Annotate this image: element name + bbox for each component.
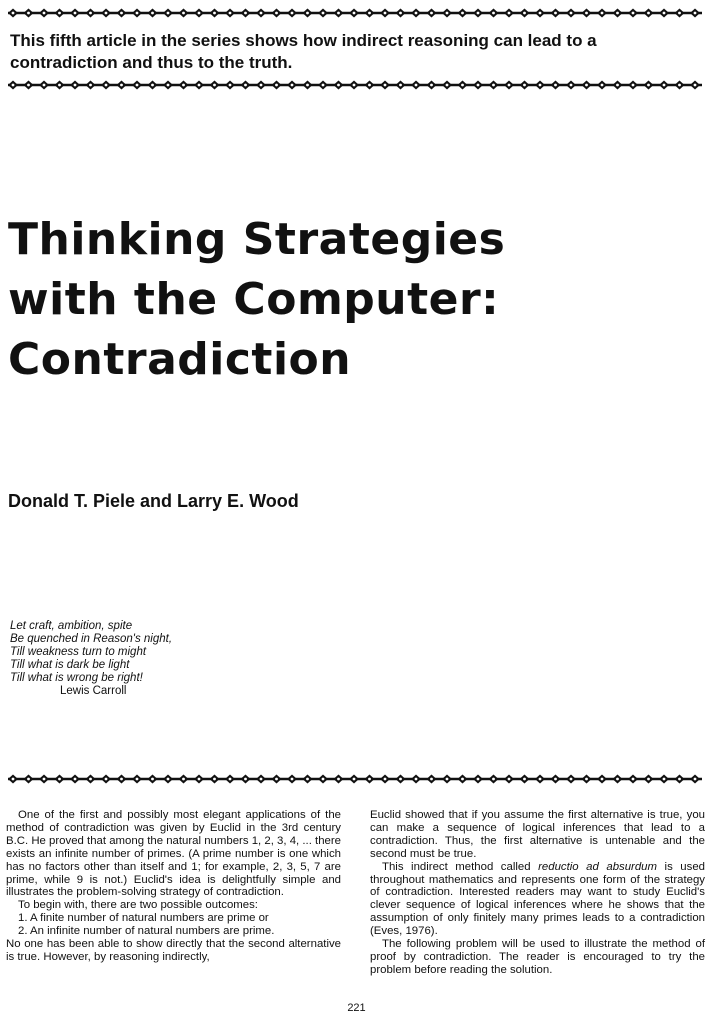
body-paragraph: The following problem will be used to illustrate the method of proof by contradiction. The reader is encouraged to try the problem before reading the solution.	[370, 938, 705, 976]
epigraph-line-2: Be quenched in Reason's night,	[10, 633, 173, 645]
body-paragraph: To begin with, there are two possible outcomes:	[18, 899, 258, 912]
body-paragraph: One of the first and possibly most elegant applications of the method of contradiction was given by Euclid in the 3rd century B.C. He proved that among the natural numbers 1, 2, 3, 4, ... there exists an infinite number of primes. (A prime number is one which has no factors other than itself and 1; for example, 2, 3, 5, 7 are prime, while 9 is not.) Euclid's idea is delightfully simple and illustrates the problem-solving strategy of contradiction.	[6, 809, 341, 899]
list-item: 1. A finite number of natural numbers are prime or	[18, 912, 269, 925]
article-deck: This fifth article in the series shows how indirect reasoning can lead to a contradiction and thus to the truth.	[10, 31, 597, 72]
decorative-rule-middle	[8, 78, 702, 92]
body-column-right	[370, 809, 705, 977]
epigraph-line-5: Till what is wrong be right!	[10, 672, 143, 684]
epigraph-line-1: Let craft, ambition, spite	[10, 620, 133, 632]
body-paragraph: This indirect method called reductio ad absurdum is used throughout mathematics and represents one form of the strategy of contradiction. Interested readers may want to study Euclid's clever sequence of logical inferences where he shows that the assumption of only finitely many primes leads to a contradiction (Eves, 1976).	[370, 860, 705, 938]
title-line-1: Thinking Strategies	[8, 214, 506, 265]
epigraph-attribution: Lewis Carroll	[60, 685, 127, 697]
decorative-rule-top	[8, 6, 702, 20]
title-line-2: with the Computer:	[8, 274, 500, 325]
epigraph-line-4: Till what is dark be light	[10, 659, 130, 671]
diamond-chain-icon	[8, 772, 702, 786]
body-paragraph: Euclid showed that if you assume the first alternative is true, you can make a sequence of logical inferences that lead to a contradiction. Thus, the first alternative is untenable and the second must be true.	[370, 809, 705, 860]
list-item: 2. An infinite number of natural numbers are prime.	[18, 925, 275, 938]
title-line-3: Contradiction	[8, 334, 352, 385]
epigraph-line-3: Till weakness turn to might	[10, 646, 147, 658]
epigraph	[10, 620, 172, 698]
diamond-chain-icon	[8, 78, 702, 92]
decorative-rule-bottom	[8, 772, 702, 786]
body-paragraph: No one has been able to show directly that the second alternative is true. However, by reasoning indirectly,	[6, 938, 341, 963]
diamond-chain-icon	[8, 6, 702, 20]
body-column-left	[6, 809, 341, 964]
article-byline: Donald T. Piele and Larry E. Wood	[8, 491, 299, 511]
emphasis-term: reductio ad absurdum	[538, 860, 658, 873]
page-number: 221	[347, 1002, 366, 1014]
article-title	[8, 210, 698, 390]
